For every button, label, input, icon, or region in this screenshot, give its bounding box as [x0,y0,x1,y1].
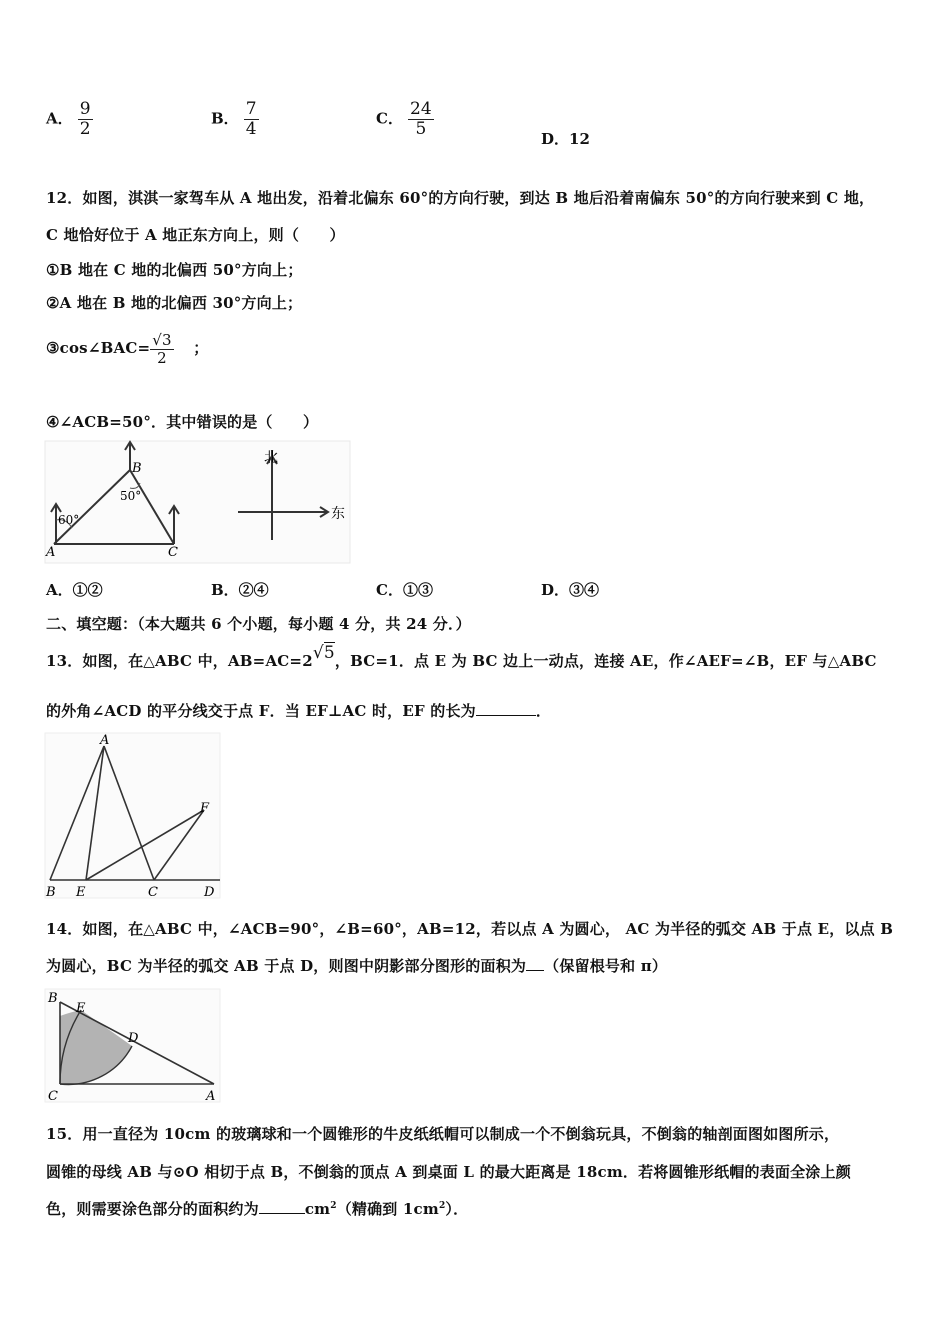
q11-option-c: C． $\frac{24}{5}$ [376,99,432,139]
label-a: A [206,1089,216,1104]
fraction: $\frac{√3}{2}$ [152,331,172,367]
label-b: B [48,991,58,1006]
q12-option-a: A．①② [46,581,103,599]
label-e: E [76,1001,86,1016]
q12-option-b: B．②④ [211,581,269,599]
q11-option-a: A． $\frac{9}{2}$ [46,99,91,139]
fraction: $\frac{24}{5}$ [410,99,432,139]
label-c: C [168,545,178,560]
q15-line2: 圆锥的母线 AB 与⊙O 相切于点 B，不倒翁的顶点 A 到桌面 L 的最大距离是 18cm．若将圆锥形纸帽的表面全涂上颜 [46,1163,851,1181]
q12-figure [44,440,354,566]
fraction: $\frac{7}{4}$ [245,99,257,139]
q12-statement-2: ②A 地在 B 地的北偏西 30°方向上； [46,294,303,312]
q12-statement-3: ③cos∠BAC= $\frac{√3}{2}$ ； [46,331,209,367]
label-angle-50: 50° [120,489,142,503]
q13-line2: 的外角∠ACD 的平分线交于点 F．当 EF⊥AC 时，EF 的长为 ． [46,702,552,720]
label-d: D [128,1031,139,1046]
label-c: C [48,1089,58,1104]
q13-figure [44,732,222,900]
q13-line1: 13．如图，在△ABC 中，AB=AC=2√5，BC=1．点 E 为 BC 边上一动点，连接 AE，作∠AEF=∠B，EF 与△ABC [46,643,877,670]
label-b: B [132,461,142,476]
label-east: 东 [331,506,345,522]
section-heading: 二、填空题：（本大题共 6 个小题，每小题 4 分，共 24 分．） [46,615,471,633]
q15-line1: 15．用一直径为 10cm 的玻璃球和一个圆锥形的牛皮纸纸帽可以制成一个不倒翁玩具，不倒翁的轴剖面图如图所示， [46,1125,840,1143]
answer-blank [259,1213,305,1214]
q15-line3: 色，则需要涂色部分的面积约为 $cm^2$（精确到 $1cm^2$）． [46,1200,469,1218]
answer-blank [526,970,544,971]
label-c: C [148,885,158,900]
label-f: F [200,801,210,816]
q12-line1: 12．如图，淇淇一家驾车从 A 地出发，沿着北偏东 60°的方向行驶，到达 B 地后沿着南偏东 50°的方向行驶来到 C 地， [46,189,875,207]
label-a: A [100,733,110,748]
q12-line2: C 地恰好位于 A 地正东方向上，则（ ） [46,226,345,244]
label-north: 北 [264,450,278,466]
q14-line1: 14．如图，在△ABC 中，∠ACB=90°，∠B=60°，AB=12，若以点 A 为圆心， AC 为半径的弧交 AB 于点 E，以点 B [46,920,894,938]
q12-statement-4: ④∠ACB=50°．其中错误的是（ ） [46,413,319,431]
label-b: B [46,885,56,900]
q12-option-c: C．①③ [376,581,433,599]
fraction: $\frac{9}{2}$ [79,99,91,139]
label-angle-60: 60° [58,513,80,527]
q11-option-d: D．12 [541,130,590,148]
answer-blank [476,715,536,716]
q12-option-d: D．③④ [541,581,600,599]
q11-option-b: B． $\frac{7}{4}$ [211,99,257,139]
q14-line2: 为圆心，BC 为半径的弧交 AB 于点 D，则图中阴影部分图形的面积为 （保留根号和 π） [46,957,668,975]
q12-statement-1: ①B 地在 C 地的北偏西 50°方向上； [46,261,303,279]
label-a: A [46,545,56,560]
label-e: E [76,885,86,900]
q14-figure [44,988,222,1104]
label-d: D [204,885,215,900]
